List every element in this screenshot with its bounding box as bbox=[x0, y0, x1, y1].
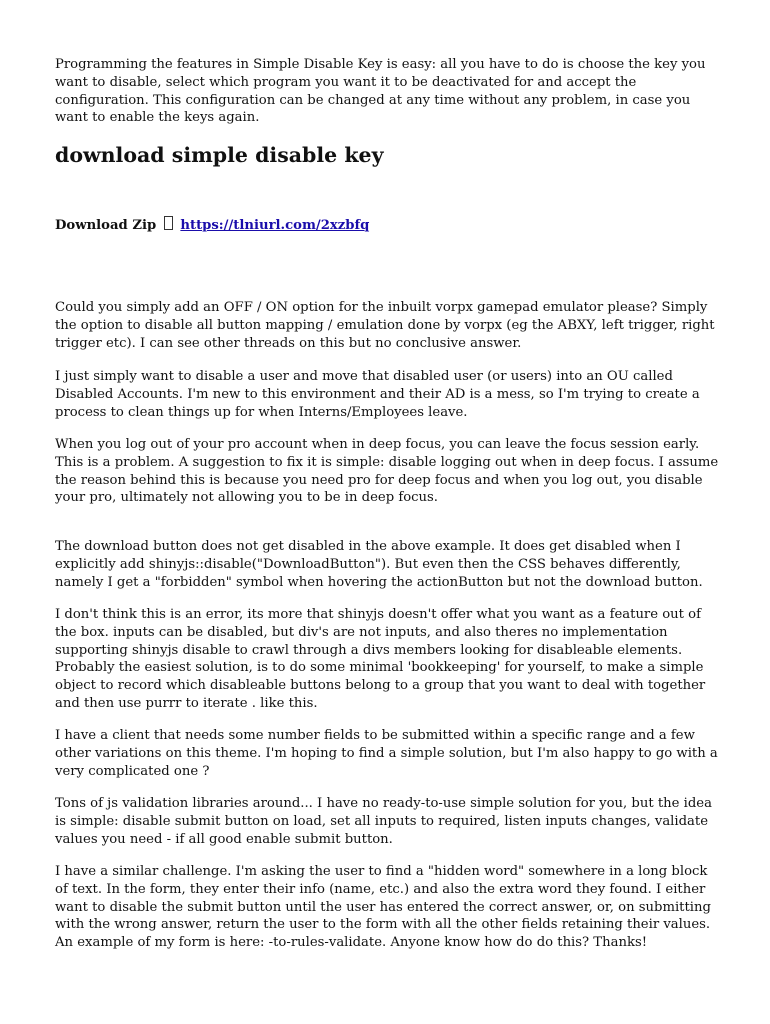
body-paragraph: I have a similar challenge. I'm asking the user to find a "hidden word" somewhere in a long block of text. In the form, they enter their info (name, etc.) and also the extra word they found. I either want to disable the submit button until the user has entered the correct answer, or, on submitting with the wrong answer, return the user to the form with all the other fields retaining their values. An example of my form is here: -to-rules-validate. Anyone know how do do this? Thanks! bbox=[55, 864, 711, 951]
body-paragraph: Tons of js validation libraries around... I have no ready-to-use simple solution for you, but the idea is simple: disable submit button on load, set all inputs to required, listen inputs changes, validate values you need - if all good enable submit button. bbox=[55, 796, 712, 847]
download-label: Download Zip bbox=[55, 218, 157, 233]
download-line bbox=[55, 216, 369, 235]
page-title: download simple disable key bbox=[55, 143, 384, 167]
body-paragraph: I just simply want to disable a user and move that disabled user (or users) into an OU called Disabled Accounts. I'm new to this environment and their AD is a mess, so I'm trying to create a process to clean things up for when Interns/Employees leave. bbox=[55, 369, 700, 420]
intro-paragraph: Programming the features in Simple Disable Key is easy: all you have to do is choose the key you want to disable, select which program you want it to be deactivated for and accept the configuration. This configuration can be changed at any time without any problem, in case you want to enable the keys again. bbox=[55, 57, 706, 126]
body-paragraph: I have a client that needs some number fields to be submitted within a specific range and a few other variations on this theme. I'm hoping to find a simple solution, but I'm also happy to go with a very complicated one ? bbox=[55, 728, 718, 779]
body-paragraph: The download button does not get disabled in the above example. It does get disabled when I explicitly add shinyjs::disable("DownloadButton"). But even then the CSS behaves differently, namely I get a "forbidden" symbol when hovering the actionButton but not the download button. bbox=[55, 539, 703, 590]
body-paragraph: I don't think this is an error, its more that shinyjs doesn't offer what you want as a feature out of the box. inputs can be disabled, but div's are not inputs, and also theres no implementation supporting shinyjs disable to crawl through a divs members looking for disableable elements. Probably the easiest solution, is to do some minimal 'bookkeeping' for yourself, to make a simple object to record which disableable buttons belong to a group that you want to deal with together and then use purrr to iterate . like this. bbox=[55, 607, 706, 711]
download-link[interactable]: https://tlniurl.com/2xzbfq bbox=[180, 218, 370, 233]
arrow-icon bbox=[164, 216, 173, 230]
body-paragraph: Could you simply add an OFF / ON option for the inbuilt vorpx gamepad emulator please? Simply the option to disable all button mapping / emulation done by vorpx (eg the ABXY, left trigger, right trigger etc). I can see other threads on this but no conclusive answer. bbox=[55, 300, 715, 351]
body-paragraph: When you log out of your pro account when in deep focus, you can leave the focus session early. This is a problem. A suggestion to fix it is simple: disable logging out when in deep focus. I assume the reason behind this is because you need pro for deep focus and when you log out, you disable your pro, ultimately not allowing you to be in deep focus. bbox=[55, 437, 719, 506]
